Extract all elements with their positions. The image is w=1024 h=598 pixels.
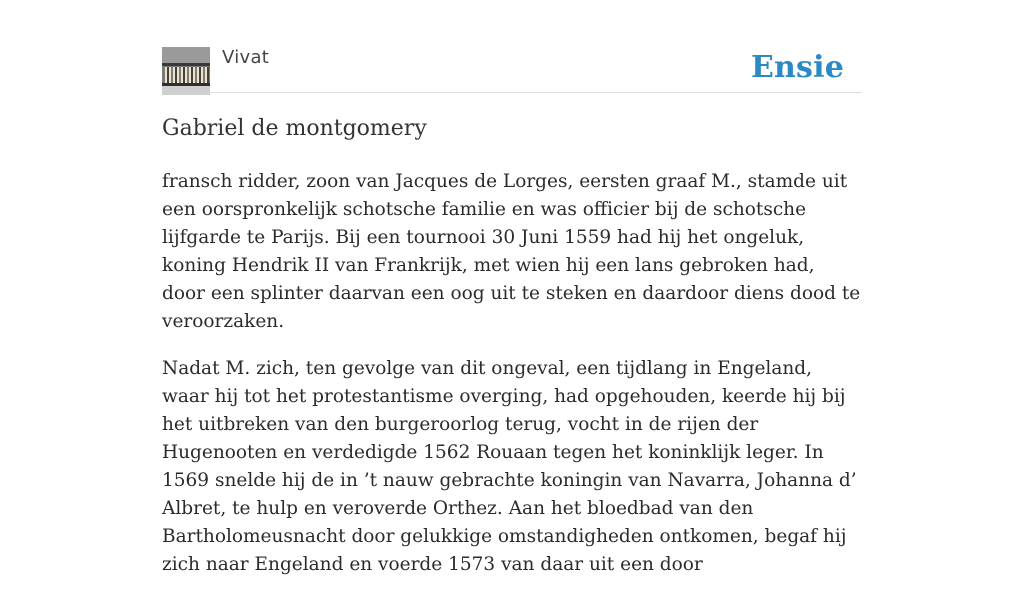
paragraph: fransch ridder, zoon van Jacques de Lorges, eersten graaf M., stamde uit een oorspronkelijk schotsche familie en was officier bij de schotsche lijfgarde te Parijs. Bij een tournooi 30 Juni 1559 had hij het ongeluk, koning Hendrik II van Frankrijk, met wien hij een lans gebroken had, door een splinter daarvan een oog uit te steken en daardoor diens dood te veroorzaken.	[162, 171, 861, 332]
article-body	[162, 168, 862, 598]
page-title: Gabriel de montgomery	[162, 116, 427, 141]
brand-logo[interactable]: Ensie	[750, 50, 844, 85]
avatar[interactable]	[162, 47, 210, 95]
bookshelf-avatar-icon	[162, 47, 210, 95]
username[interactable]: Vivat	[222, 47, 270, 68]
header	[162, 46, 862, 93]
paragraph: Nadat M. zich, ten gevolge van dit ongeval, een tijdlang in Engeland, waar hij tot het protestantisme overging, had opgehouden, keerde hij bij het uitbreken van den burgeroorlog terug, vocht in de rijen der Hugenooten en verdedigde 1562 Rouaan tegen het koninklijk leger. In 1569 snelde hij de in ’t nauw gebrachte koningin van Navarra, Johanna d’ Albret, te hulp en veroverde Orthez. Aan het bloedbad van den Bartholomeusnacht door gelukkige omstandigheden ontkomen, begaf hij zich naar Engeland en voerde 1573 van daar uit een door	[162, 358, 857, 575]
